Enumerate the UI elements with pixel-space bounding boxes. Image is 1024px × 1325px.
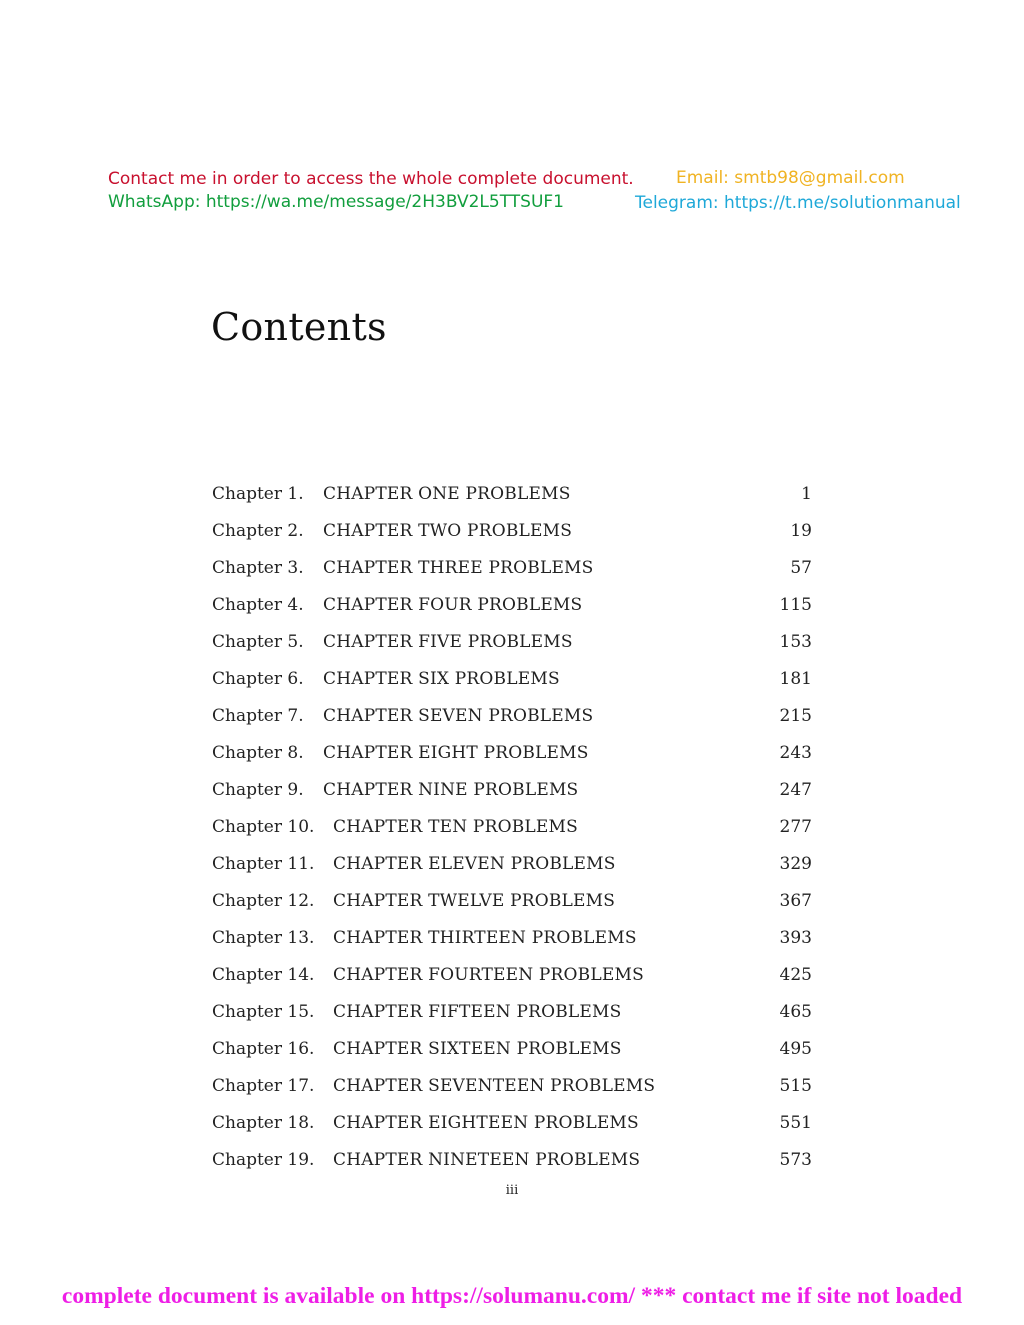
toc-chapter-label: Chapter 4. [212,595,304,615]
toc-page-number: 329 [779,854,812,874]
toc-entry[interactable] [212,1109,812,1146]
toc-chapter-title: CHAPTER TWO PROBLEMS [323,521,573,541]
toc-chapter-label: Chapter 12. [212,891,315,911]
toc-chapter-label: Chapter 1. [212,484,304,504]
toc-chapter-title: CHAPTER TEN PROBLEMS [333,817,578,837]
toc-chapter-title: CHAPTER SIX PROBLEMS [323,669,560,689]
toc-page-number: 153 [779,632,812,652]
table-of-contents [212,480,812,1183]
toc-chapter-title: CHAPTER NINETEEN PROBLEMS [333,1150,641,1170]
toc-page-number: 115 [779,595,812,615]
toc-entry[interactable] [212,850,812,887]
toc-entry[interactable] [212,924,812,961]
toc-chapter-label: Chapter 9. [212,780,304,800]
toc-page-number: 515 [779,1076,812,1096]
toc-entry[interactable] [212,1146,812,1183]
contact-notice: Contact me in order to access the whole complete document. [108,169,634,189]
toc-entry[interactable] [212,776,812,813]
toc-chapter-label: Chapter 11. [212,854,315,874]
email-contact[interactable]: Email: smtb98@gmail.com [676,168,905,188]
toc-chapter-title: CHAPTER ONE PROBLEMS [323,484,571,504]
toc-chapter-label: Chapter 14. [212,965,315,985]
toc-chapter-label: Chapter 13. [212,928,315,948]
toc-chapter-title: CHAPTER NINE PROBLEMS [323,780,579,800]
toc-entry[interactable] [212,813,812,850]
toc-page-number: 247 [779,780,812,800]
toc-entry[interactable] [212,702,812,739]
toc-page-number: 19 [790,521,812,541]
toc-chapter-title: CHAPTER EIGHTEEN PROBLEMS [333,1113,639,1133]
toc-chapter-label: Chapter 17. [212,1076,315,1096]
toc-entry[interactable] [212,554,812,591]
toc-chapter-title: CHAPTER THIRTEEN PROBLEMS [333,928,637,948]
toc-page-number: 573 [779,1150,812,1170]
toc-entry[interactable] [212,1072,812,1109]
toc-chapter-label: Chapter 7. [212,706,304,726]
telegram-link[interactable]: Telegram: https://t.me/solutionmanual [635,193,961,213]
toc-chapter-title: CHAPTER SIXTEEN PROBLEMS [333,1039,622,1059]
toc-chapter-label: Chapter 3. [212,558,304,578]
toc-chapter-title: CHAPTER FIFTEEN PROBLEMS [333,1002,622,1022]
toc-chapter-label: Chapter 18. [212,1113,315,1133]
toc-chapter-title: CHAPTER ELEVEN PROBLEMS [333,854,616,874]
toc-page-number: 465 [779,1002,812,1022]
whatsapp-link[interactable]: WhatsApp: https://wa.me/message/2H3BV2L5TTSUF1 [108,192,564,212]
toc-entry[interactable] [212,1035,812,1072]
toc-entry[interactable] [212,961,812,998]
toc-entry[interactable] [212,591,812,628]
toc-chapter-label: Chapter 10. [212,817,315,837]
toc-entry[interactable] [212,517,812,554]
toc-page-number: 57 [790,558,812,578]
toc-chapter-label: Chapter 8. [212,743,304,763]
page-number: iii [505,1183,519,1198]
toc-entry[interactable] [212,887,812,924]
toc-page-number: 495 [779,1039,812,1059]
page-title: Contents [211,305,387,349]
toc-chapter-label: Chapter 6. [212,669,304,689]
footer-banner[interactable]: complete document is available on https://solumanu.com/ *** contact me if site not loaded [61,1283,963,1309]
toc-chapter-title: CHAPTER FIVE PROBLEMS [323,632,573,652]
toc-chapter-title: CHAPTER FOUR PROBLEMS [323,595,583,615]
toc-page-number: 367 [779,891,812,911]
toc-page-number: 277 [779,817,812,837]
toc-chapter-title: CHAPTER SEVENTEEN PROBLEMS [333,1076,656,1096]
toc-entry[interactable] [212,665,812,702]
toc-page-number: 215 [779,706,812,726]
toc-entry[interactable] [212,628,812,665]
toc-page-number: 1 [801,484,812,504]
toc-entry[interactable] [212,739,812,776]
toc-chapter-label: Chapter 2. [212,521,304,541]
toc-page-number: 551 [779,1113,812,1133]
toc-chapter-title: CHAPTER TWELVE PROBLEMS [333,891,616,911]
toc-entry[interactable] [212,480,812,517]
toc-page-number: 425 [779,965,812,985]
toc-page-number: 243 [779,743,812,763]
toc-chapter-label: Chapter 5. [212,632,304,652]
toc-page-number: 181 [779,669,812,689]
toc-chapter-label: Chapter 15. [212,1002,315,1022]
toc-chapter-title: CHAPTER FOURTEEN PROBLEMS [333,965,644,985]
toc-chapter-title: CHAPTER EIGHT PROBLEMS [323,743,589,763]
toc-chapter-label: Chapter 19. [212,1150,315,1170]
toc-chapter-title: CHAPTER SEVEN PROBLEMS [323,706,594,726]
toc-page-number: 393 [779,928,812,948]
toc-chapter-label: Chapter 16. [212,1039,315,1059]
toc-entry[interactable] [212,998,812,1035]
toc-chapter-title: CHAPTER THREE PROBLEMS [323,558,594,578]
